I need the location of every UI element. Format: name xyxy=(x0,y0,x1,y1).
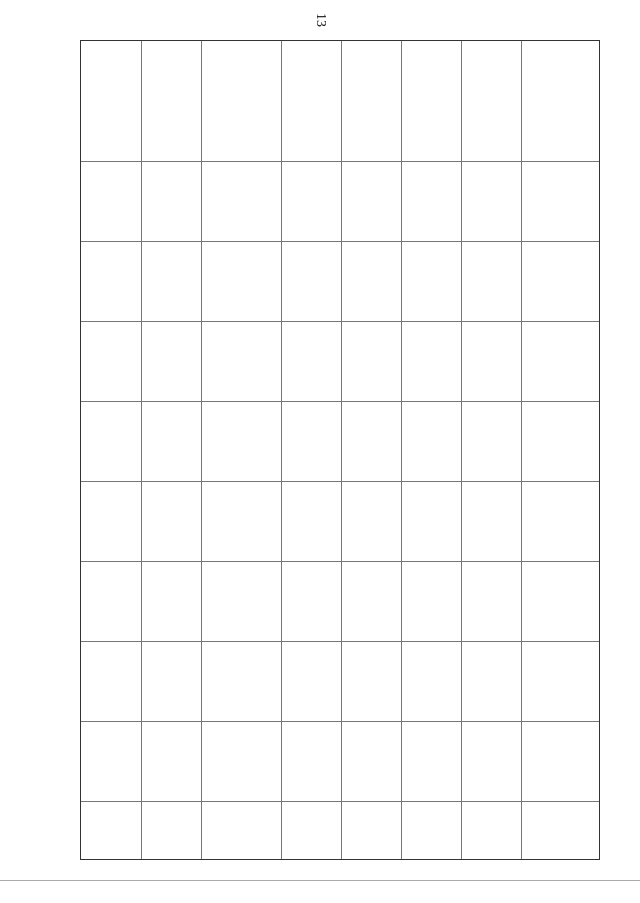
page-bottom-rule xyxy=(0,880,640,881)
table-col-rule xyxy=(201,41,202,859)
table-col-rule xyxy=(521,41,522,859)
table-col-rule xyxy=(281,41,282,859)
table-col-rule xyxy=(341,41,342,859)
page-number: 13 xyxy=(313,13,328,27)
table-col-rule xyxy=(401,41,402,859)
table-col-rule xyxy=(461,41,462,859)
table-col-rule xyxy=(141,41,142,859)
budget-table xyxy=(80,40,600,860)
